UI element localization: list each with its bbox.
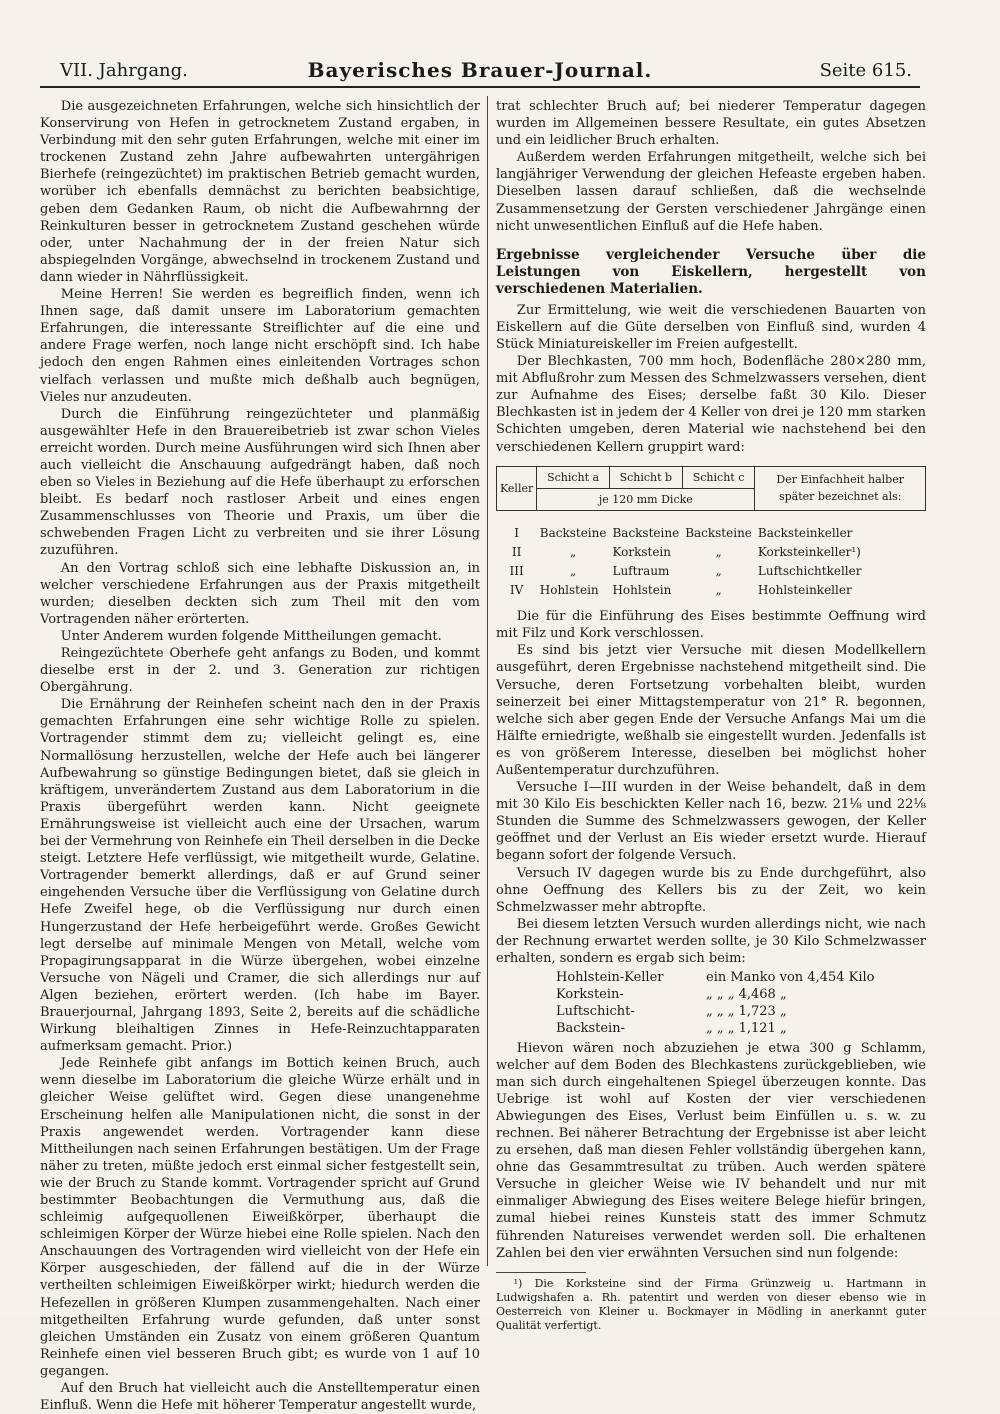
table-cell: Backsteine — [612, 525, 680, 540]
table-cell: III — [509, 563, 524, 578]
table-cell: IV — [509, 583, 524, 598]
paragraph: Versuche I—III wurden in der Weise behandelt, daß in dem mit 30 Kilo Eis beschickten Keller nach 16, bezw. 21⅛ und 22⅛ Stunden die Summe des Schmelzwassers gewogen, der Keller geöffnet und der Verlust an Eis wieder ersetzt wurde. Hierauf begann sofort der folgende Versuch. — [496, 780, 926, 864]
table-cell: „ — [570, 544, 577, 559]
paragraph: Reingezüchtete Oberhefe geht anfangs zu Boden, und kommt dieselbe erst in der 2. und 3. Generation zur richtigen Obergährung. — [40, 646, 480, 696]
list-item — [556, 969, 926, 986]
cellar-table — [496, 466, 926, 601]
table-cell: „ — [715, 544, 722, 559]
loss-value: „ „ „ 4,468 „ — [706, 987, 787, 1003]
table-cell: „ — [570, 563, 577, 578]
loss-label: Hohlstein-Keller — [556, 970, 664, 986]
table-header-keller: Keller — [497, 466, 537, 510]
paragraph: Hievon wären noch abzuziehen je etwa 300 g Schlamm, welcher auf dem Boden des Blechkastens zurückgeblieben, wie man sich durch eingehaltenen Spiegel überzeugen konnte. Das Uebrige ist wohl auf Kosten der vier verschiedenen Abwiegungen des Eises, Verlust beim Einfüllen u. s. w. zu rechnen. Bei näherer Betrachtung der Ergebnisse ist aber leicht zu ersehen, daß man diesen Fehler vollständig übergehen kann, ohne das Gesammtresultat zu trüben. Auch werden spätere Versuche in gleicher Weise wie IV behandelt und nur mit einmaliger Abwiegung des Eises weitere Belege hiefür bringen, zumal hiebei reines Kunsteis statt des immer Schmutz führenden Natureises verwendet werden soll. Die erhaltenen Zahlen bei den vier erwähnten Versuchen sind nun folgende: — [496, 1040, 926, 1261]
paragraph: Durch die Einführung reingezüchteter und planmäßig ausgewählter Hefe in den Brauereibetrieb ist zwar schon Vieles erreicht worden. Durch meine Ausführungen wird sich Ihnen aber auch vielleicht die Anschauung aufgedrängt haben, daß noch eben so Vieles in Beziehung auf die Hefe überhaupt zu erforschen bleibt. Es bedarf noch rastloser Arbeit und eines engen Zusammenschlusses von Theorie und Praxis, um über die schwebenden Fragen Licht zu verbreiten und sie ihrer Lösung zuzuführen. — [40, 406, 480, 559]
table-cell: Luftschichtkeller — [757, 563, 862, 578]
paragraph: Die ausgezeichneten Erfahrungen, welche sich hinsichtlich der Konservirung von Hefen in getrocknetem Zustand ergaben, in Verbindung mit den sehr guten Erfahrungen, welche mit einer im trockenen Zustand zehn Jahre aufbewahrten untergährigen Bierhefe (reingezüchtet) im praktischen Betrieb gemacht wurden, worüber ich ebenfalls demnächst zu berichten beabsichtige, geben dem Gedanken Raum, ob nicht die Aufbewahrnng der Reinkulturen besser in getrocknetem Zustand geschehen würde oder, unter Nachahmung der in der freien Natur sich abspiegelnden Vorgänge, abwechselnd in trockenem Zustand und dann wieder in Nährflüssigkeit. — [40, 99, 480, 285]
paragraph: Versuch IV dagegen wurde bis zu Ende durchgeführt, also ohne Oeffnung des Kellers bis zu der Zeit, wo kein Schmelzwasser mehr abtropfte. — [496, 865, 926, 915]
table-row — [497, 543, 926, 562]
table-cell: Hohlstein — [612, 583, 672, 598]
table-cell: Hohlsteinkeller — [757, 583, 852, 598]
page-number: Seite 615. — [819, 60, 912, 81]
paragraph: Bei diesem letzten Versuch wurden allerdings nicht, wie nach der Rechnung erwartet werden sollte, je 30 Kilo Schmelzwasser erhalten, sondern es ergab sich beim: — [496, 916, 926, 967]
table-cell: Hohlstein — [539, 583, 599, 598]
paragraph: An den Vortrag schloß sich eine lebhafte Diskussion an, in welcher verschiedene Erfahrungen aus der Praxis mitgetheilt wurden; dieselben deckten sich zum Theil mit den vom Vortragenden näher erörterten. — [40, 560, 480, 627]
paragraph: Meine Herren! Sie werden es begreiflich finden, wenn ich Ihnen sage, daß damit unsere im Laboratorium gemachten Erfahrungen, die interessante Streiflichter auf die eine und andere Frage werfen, noch lange nicht erschöpft sind. Ich habe jedoch den engen Rahmen eines einleitenden Vortrages schon vielfach verlassen und mußte mich deßhalb auch begnügen, Vieles nur anzudeuten. — [40, 287, 480, 405]
volume-label: VII. Jahrgang. — [60, 60, 188, 81]
loss-list — [556, 969, 926, 1037]
loss-value: ein Manko von 4,454 Kilo — [706, 970, 875, 986]
paragraph: Der Blechkasten, 700 mm hoch, Bodenfläche 280×280 mm, mit Abflußrohr zum Messen des Schmelzwassers versehen, dient zur Aufnahme des Eises; derselbe faßt 30 Kilo. Dieser Blechkasten ist in jedem der 4 Keller von drei je 120 mm starken Schichten umgeben, deren Material wie nachstehend bei den verschiedenen Kellern gruppirt ward: — [496, 354, 926, 455]
loss-label: Backstein- — [556, 1021, 625, 1037]
list-item — [556, 1003, 926, 1020]
paragraph: Außerdem werden Erfahrungen mitgetheilt, welche sich bei langjähriger Verwendung der gleichen Hefeaste ergeben haben. Dieselben lassen darauf schließen, daß die wechselnde Zusammensetzung der Gersten verschiedener Jahrgänge einen nicht unwesentlichen Einfluß auf die Hefe haben. — [496, 150, 926, 234]
list-item — [556, 1020, 926, 1037]
paragraph: Es sind bis jetzt vier Versuche mit diesen Modellkellern ausgeführt, deren Ergebnisse nachstehend mitgetheilt sind. Die Versuche, deren Fortsetzung vorbehalten bleibt, wurden seinerzeit bei einer Mittagstemperatur von 21° R. begonnen, welche sich aber gegen Ende der Versuche Anfangs Mai um die Hälfte erniedrigte, weßhalb sie eingestellt wurden. Jedenfalls ist es von größerem Interesse, dieselben bei möglichst hoher Außentemperatur durchzuführen. — [496, 643, 926, 778]
table-cell: Korksteinkeller¹) — [757, 544, 861, 559]
table-cell: „ — [715, 563, 722, 578]
table-header-name: Der Einfachheit halber später bezeichnet als: — [755, 466, 926, 510]
table-row — [497, 581, 926, 600]
paragraph: Jede Reinhefe gibt anfangs im Bottich keinen Bruch, auch wenn dieselbe im Laboratorium die gleiche Würze erhält und in gleicher Weise gelüftet wird. Gegen diese unangenehme Erscheinung helfen alle Manipulationen nicht, die sonst in der Praxis angewendet werden. Vortragender kann diese Mittheilungen nach seinen Erfahrungen bestätigen. Um der Frage näher zu treten, müßte jedoch erst einmal sicher festgestellt sein, wie der Bruch zu Stande kommt. Vortragender spricht auf Grund bestimmter Beobachtungen die Vermuthung aus, daß die schleimig aufgequollenen Eiweißkörper, überhaupt die schleimigen Körper der Würze hiebei eine Rolle spielen. Nach den Anschauungen des Vortragenden wird vielleicht von der Hefe ein Körper ausgeschieden, der fällend auf die in der Würze vertheilten schleimigen Eiweißkörper wirkt; hiedurch werden die Hefezellen in größeren Klumpen zusammengehalten. Nach einer mitgetheilten Erfahrung wurde gefunden, daß unter sonst gleichen Umständen ein Zusatz von einem größeren Quantum Reinhefe einen viel besseren Bruch gibt; es wurde von 1 auf 10 gegangen. — [40, 1056, 480, 1379]
table-header-schicht-a: Schicht a — [537, 466, 610, 488]
table-header-thickness: je 120 mm Dicke — [537, 488, 755, 510]
table-cell: I — [514, 525, 519, 540]
list-item — [556, 986, 926, 1003]
table-cell: Luftraum — [612, 563, 670, 578]
table-cell: Backsteine — [539, 525, 607, 540]
paragraph: Die für die Einführung des Eises bestimmte Oeffnung wird mit Filz und Kork verschlossen. — [496, 609, 926, 642]
paragraph: Auf den Bruch hat vielleicht auch die Anstelltemperatur einen Einfluß. Wenn die Hefe mit höherer Temperatur angestellt wurde, — [40, 1381, 480, 1414]
paragraph: Zur Ermittelung, wie weit die verschiedenen Bauarten von Eiskellern auf die Güte derselben von Einfluß sind, wurden 4 Stück Miniatureiskeller im Freien aufgestellt. — [496, 302, 926, 352]
loss-value: „ „ „ 1,723 „ — [706, 1004, 787, 1020]
left-column — [40, 98, 480, 1414]
table-cell: Backsteine — [685, 525, 752, 540]
article-heading: Ergebnisse vergleichender Versuche über die Leistungen von Eiskellern, hergestellt von verschiedenen Materialien. — [496, 246, 926, 297]
paragraph: Die Ernährung der Reinhefen scheint nach den in der Praxis gemachten Erfahrungen eine sehr wichtige Rolle zu spielen. Vortragender stimmt dem zu; vielleicht gelingt es, eine Normallösung herzustellen, welche der Hefe auch bei längerer Aufbewahrung so günstige Bedingungen bietet, daß sie gleich in kräftigem, unverändertem Zustand aus dem Laboratorium in die Praxis übergeführt werden kann. Nicht geeignete Ernährungsweise ist vielleicht auch eine der Ursachen, warum bei der Vermehrung von Reinhefe ein Theil derselben in die Decke steigt. Letztere Hefe verflüssigt, wie mitgetheilt wurde, Gelatine. Vortragender bemerkt allerdings, daß er auf Grund seiner eingehenden Versuche über die Verflüssigung von Gelatine durch Hefe Zweifel hege, ob die Verflüssigung nur durch einen Hungerzustand der Hefe herbeigeführt werde. Großes Gewicht legt derselbe auf minimale Mengen von Metall, welche vom Propagirungsapparat in die Würze übergehen, wobei einzelne Versuche von Nägeli und Cramer, die sich allerdings nur auf Algen beziehen, erörtert werden. (Ich habe im Bayer. Brauerjournal, Jahrgang 1893, Seite 2, bereits auf die schädliche Wirkung bleihaltigen Zinnes in Hefe-Reinzuchtapparaten aufmerksam gemacht. Prior.) — [40, 697, 480, 1055]
table-cell: Backsteinkeller — [757, 525, 853, 540]
table-header-schicht-b: Schicht b — [609, 466, 682, 488]
column-divider — [487, 96, 488, 1266]
table-header-schicht-c: Schicht c — [682, 466, 755, 488]
loss-label: Luftschicht- — [556, 1004, 635, 1020]
table-cell: II — [511, 544, 522, 559]
table-row — [497, 562, 926, 581]
loss-label: Korkstein- — [556, 987, 624, 1003]
paragraph: trat schlechter Bruch auf; bei niederer Temperatur dagegen wurden im Allgemeinen bessere Resultate, ein gutes Absetzen und ein leidlicher Bruch erhalten. — [496, 99, 926, 149]
page-header — [40, 56, 920, 88]
table-row — [497, 510, 926, 543]
journal-title: Bayerisches Brauer-Journal. — [307, 58, 653, 82]
table-cell: Korkstein — [612, 544, 671, 559]
table-cell: „ — [715, 583, 722, 598]
paragraph: Unter Anderem wurden folgende Mittheilungen gemacht. — [60, 628, 442, 644]
right-column — [496, 98, 926, 1333]
loss-value: „ „ „ 1,121 „ — [706, 1021, 787, 1037]
footnote-rule — [496, 1272, 586, 1273]
footnote: ¹) Die Korksteine sind der Firma Grünzweig u. Hartmann in Ludwigshafen a. Rh. patentirt und werden von dieser ebenso wie in Oesterreich von Kleiner u. Bockmayer in Mödling in anerkannt guter Qualität verfertigt. — [496, 1276, 926, 1332]
